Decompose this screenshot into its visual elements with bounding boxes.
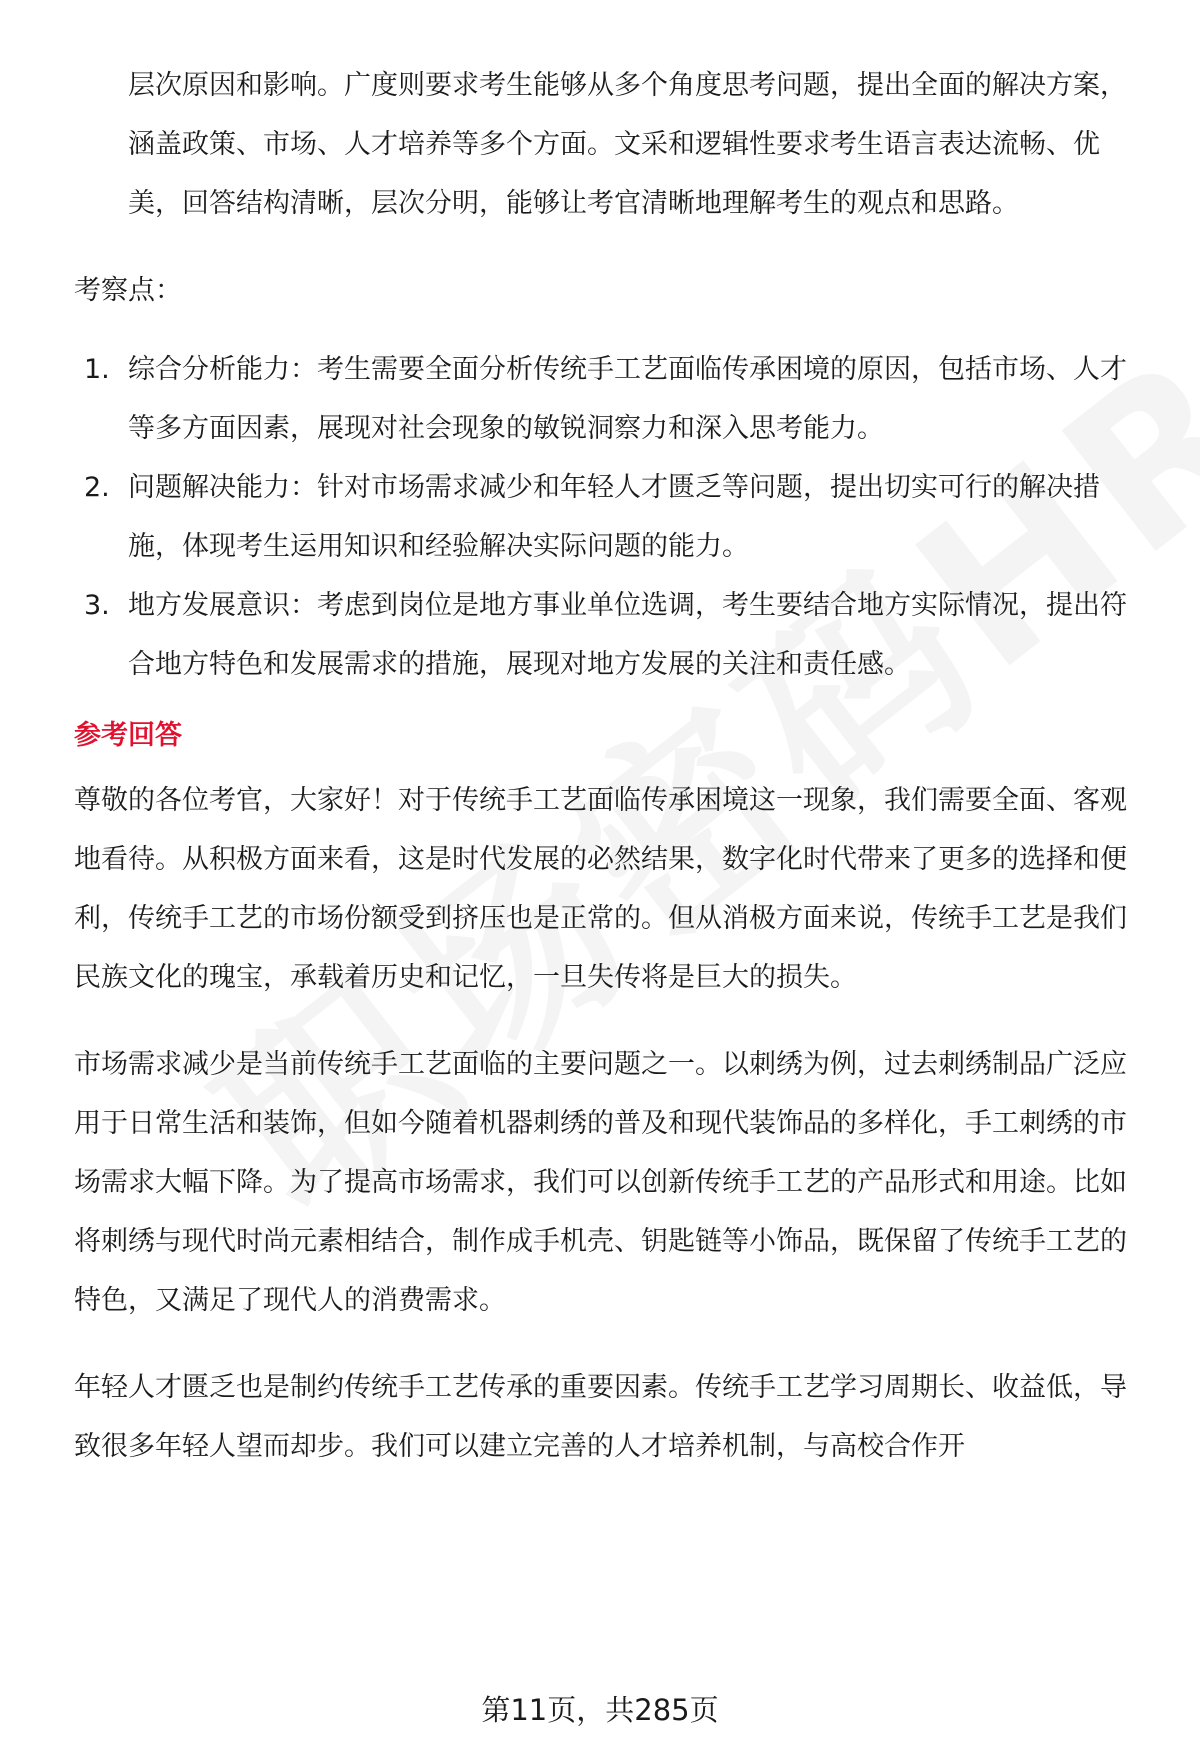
exam-point-text: 综合分析能力：考生需要全面分析传统手工艺面临传承困境的原因，包括市场、人才等多方面因素，展现对社会现象的敏锐洞察力和深入思考能力。: [128, 354, 1127, 444]
answer-paragraph: 市场需求减少是当前传统手工艺面临的主要问题之一。以刺绣为例，过去刺绣制品广泛应用于日常生活和装饰，但如今随着机器刺绣的普及和现代装饰品的多样化，手工刺绣的市场需求大幅下降。为了提高市场需求，我们可以创新传统手工艺的产品形式和用途。比如将刺绣与现代时尚元素相结合，制作成手机壳、钥匙链等小饰品，既保留了传统手工艺的特色，又满足了现代人的消费需求。: [74, 1049, 1127, 1316]
exam-point-number: 1.: [84, 354, 110, 385]
intro-paragraph: 层次原因和影响。广度则要求考生能够从多个角度思考问题，提出全面的解决方案，涵盖政策、市场、人才培养等多个方面。文采和逻辑性要求考生语言表达流畅、优美，回答结构清晰，层次分明，能够让考官清晰地理解考生的观点和思路。: [128, 70, 1127, 219]
exam-point-text: 问题解决能力：针对市场需求减少和年轻人才匮乏等问题，提出切实可行的解决措施，体现考生运用知识和经验解决实际问题的能力。: [128, 472, 1100, 562]
exam-points-list: [74, 340, 1144, 694]
answer-paragraph: 年轻人才匮乏也是制约传统手工艺传承的重要因素。传统手工艺学习周期长、收益低，导致很多年轻人望而却步。我们可以建立完善的人才培养机制，与高校合作开: [74, 1372, 1127, 1462]
exam-points-label: 考察点：: [74, 275, 182, 306]
exam-point-number: 2.: [84, 472, 110, 503]
exam-point-item: [74, 576, 1144, 694]
exam-point-item: [74, 458, 1144, 576]
page-footer: 第11页，共285页: [481, 1693, 719, 1727]
exam-point-text: 地方发展意识：考虑到岗位是地方事业单位选调，考生要结合地方实际情况，提出符合地方特色和发展需求的措施，展现对地方发展的关注和责任感。: [128, 590, 1127, 680]
answer-paragraph: 尊敬的各位考官，大家好！对于传统手工艺面临传承困境这一现象，我们需要全面、客观地看待。从积极方面来看，这是时代发展的必然结果，数字化时代带来了更多的选择和便利，传统手工艺的市场份额受到挤压也是正常的。但从消极方面来说，传统手工艺是我们民族文化的瑰宝，承载着历史和记忆，一旦失传将是巨大的损失。: [74, 785, 1127, 993]
reference-answer-title: 参考回答: [74, 720, 182, 751]
page-content: [74, 56, 1144, 1504]
exam-point-number: 3.: [84, 590, 110, 621]
exam-point-item: [74, 340, 1144, 458]
